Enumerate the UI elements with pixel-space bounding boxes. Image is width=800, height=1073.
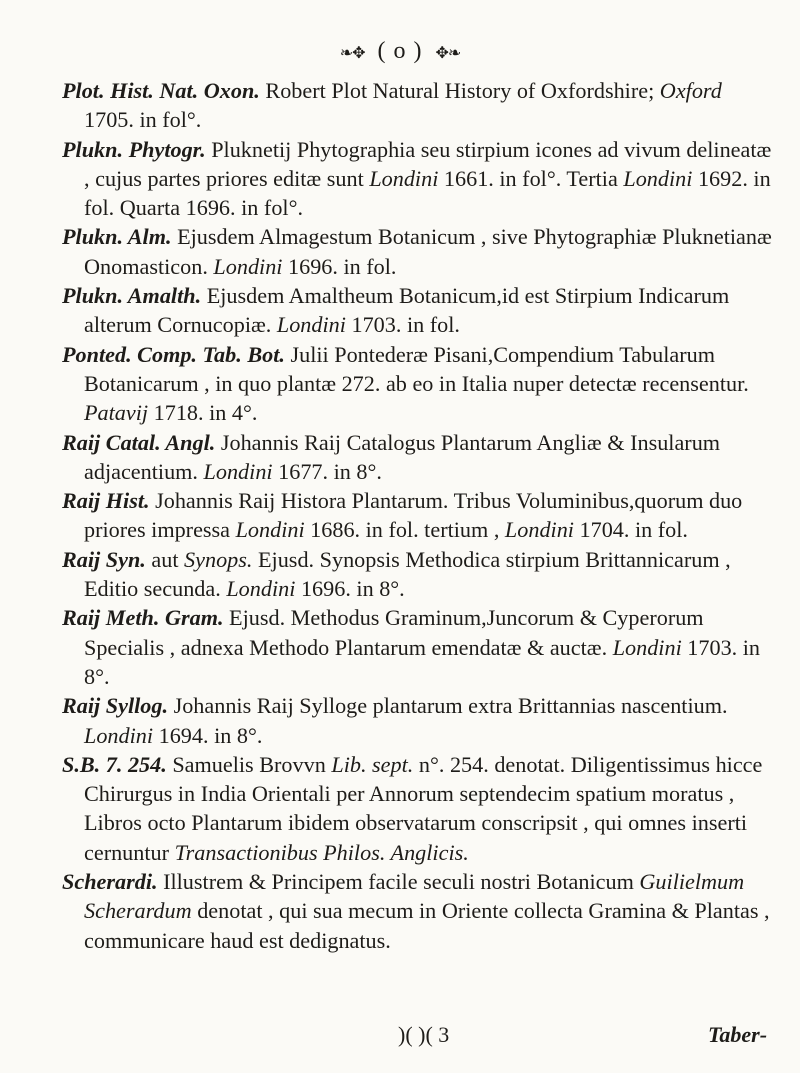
entry-italic-text: Londini — [226, 576, 296, 602]
catchword: Taber- — [708, 1022, 768, 1047]
entry-text: n°. 254. denotat. Diligentissimus hicce Chirurgus in India Orientali per Annorum septendecim spatium moratus , Libros octo Plantarum ibidem observatarum conscripsit , qui omnes inserti cernuntur — [84, 751, 763, 865]
entry-text: Ejusd. Methodus Graminum,Juncorum & Cyperorum Specialis , adnexa Methodo Plantarum emendatæ & auctæ. — [84, 605, 704, 660]
entry-italic-text: Londini — [203, 458, 273, 484]
bibliography-entry — [62, 545, 777, 604]
bibliography-entry — [62, 76, 777, 135]
bibliography-entry — [62, 691, 777, 750]
entry-text: 1696. in 8°. — [295, 576, 405, 602]
entry-text: aut — [145, 546, 185, 572]
entry-text: denotat , qui sua mecum in Oriente collecta Gramina & Plantas , communicare haud est dedignatus. — [84, 898, 770, 953]
entry-text: Ejusd. Synopsis Methodica stirpium Brittannicarum , Editio secunda. — [84, 546, 731, 602]
ornament-right: ✥❧ — [435, 45, 461, 62]
page-mark: ( o ) — [377, 38, 423, 64]
bibliography-entry — [62, 428, 777, 487]
bibliography-entry — [62, 281, 777, 340]
entry-abbreviation: Raij Syn. — [62, 546, 146, 572]
entry-abbreviation: Raij Catal. Angl. — [62, 429, 216, 455]
entry-text: 1692. in fol. Quarta 1696. in fol°. — [84, 165, 771, 221]
bibliography-entry — [62, 750, 777, 867]
signature-mark: )( )( 3 — [398, 1022, 450, 1047]
page-footer — [0, 1022, 800, 1058]
entry-text: 1677. in 8°. — [272, 458, 382, 484]
entry-text: Johannis Raij Catalogus Plantarum Angliæ & Insularum adjacentium. — [84, 429, 721, 484]
entry-text: 1696. in fol. — [282, 253, 397, 279]
entry-text: 1703. in fol. — [345, 312, 460, 338]
bibliography-entry — [62, 222, 777, 281]
entry-text: Johannis Raij Sylloge plantarum extra Brittannias nascentium. — [168, 693, 728, 719]
entry-italic-text: Londini — [276, 312, 346, 338]
bibliography-list — [62, 76, 777, 955]
entry-text: Robert Plot Natural History of Oxfordshire; — [259, 78, 660, 103]
entry-italic-text: Guilielmum Scherardum — [84, 869, 745, 924]
entry-abbreviation: Raij Meth. Gram. — [62, 605, 224, 631]
entry-abbreviation: Raij Syllog. — [62, 693, 169, 719]
entry-text: Samuelis Brovvn — [166, 751, 332, 777]
entry-abbreviation: Ponted. Comp. Tab. Bot. — [62, 341, 285, 367]
entry-text: 1686. in fol. tertium , — [304, 517, 505, 543]
entry-text: Johannis Raij Histora Plantarum. Tribus Voluminibus,quorum duo priores impressa — [84, 488, 743, 543]
entry-italic-text: Londini — [235, 517, 305, 543]
bibliography-entry — [62, 486, 777, 545]
entry-italic-text: Synops. — [184, 546, 253, 572]
entry-italic-text: Londini — [504, 517, 574, 543]
entry-text: 1661. in fol°. Tertia — [438, 165, 624, 191]
entry-text: Illustrem & Principem facile seculi nostri Botanicum — [157, 869, 640, 895]
entry-text: 1704. in fol. — [573, 517, 688, 543]
entry-italic-text: Londini — [612, 634, 682, 660]
entry-italic-text: Lib. sept. — [331, 751, 414, 777]
entry-italic-text: Transactionibus Philos. Anglicis. — [174, 839, 469, 865]
bibliography-entry — [62, 603, 777, 691]
entry-text: 1718. in 4°. — [148, 400, 258, 426]
entry-text: Pluknetij Phytographia seu stirpium icones ad vivum delineatæ , cujus partes priores editæ sunt — [84, 136, 772, 191]
page-header — [0, 38, 800, 65]
entry-italic-text: Londini — [369, 165, 439, 191]
bibliography-entry — [62, 867, 777, 955]
entry-text: 1705. in fol°. — [84, 107, 202, 133]
entry-text: Julii Pontederæ Pisani,Compendium Tabularum Botanicarum , in quo plantæ 272. ab eo in Italia nuper detectæ recensentur. — [84, 341, 749, 396]
entry-text: Ejusdem Amaltheum Botanicum,id est Stirpium Indicarum alterum Cornucopiæ. — [84, 283, 730, 338]
entry-abbreviation: Plukn. Phytogr. — [62, 136, 206, 162]
entry-abbreviation: S.B. 7. 254. — [62, 751, 167, 777]
entry-abbreviation: Plot. Hist. Nat. Oxon. — [62, 78, 260, 103]
bibliography-entry — [62, 340, 777, 428]
entry-italic-text: Patavij — [84, 400, 149, 426]
entry-text: 1694. in 8°. — [153, 722, 263, 748]
entry-italic-text: Londini — [623, 165, 693, 191]
entry-abbreviation: Plukn. Amalth. — [62, 283, 202, 309]
entry-abbreviation: Raij Hist. — [62, 488, 150, 514]
entry-italic-text: Oxford — [659, 78, 722, 103]
entry-italic-text: Londini — [213, 253, 283, 279]
entry-text: Ejusdem Almagestum Botanicum , sive Phytographiæ Pluknetianæ Onomasticon. — [84, 224, 772, 279]
entry-abbreviation: Scherardi. — [62, 869, 158, 895]
entry-text: 1703. in 8°. — [84, 634, 761, 689]
entry-italic-text: Londini — [84, 722, 154, 748]
ornament-left: ❧✥ — [339, 45, 365, 62]
bibliography-entry — [62, 135, 777, 223]
entry-abbreviation: Plukn. Alm. — [62, 224, 172, 250]
